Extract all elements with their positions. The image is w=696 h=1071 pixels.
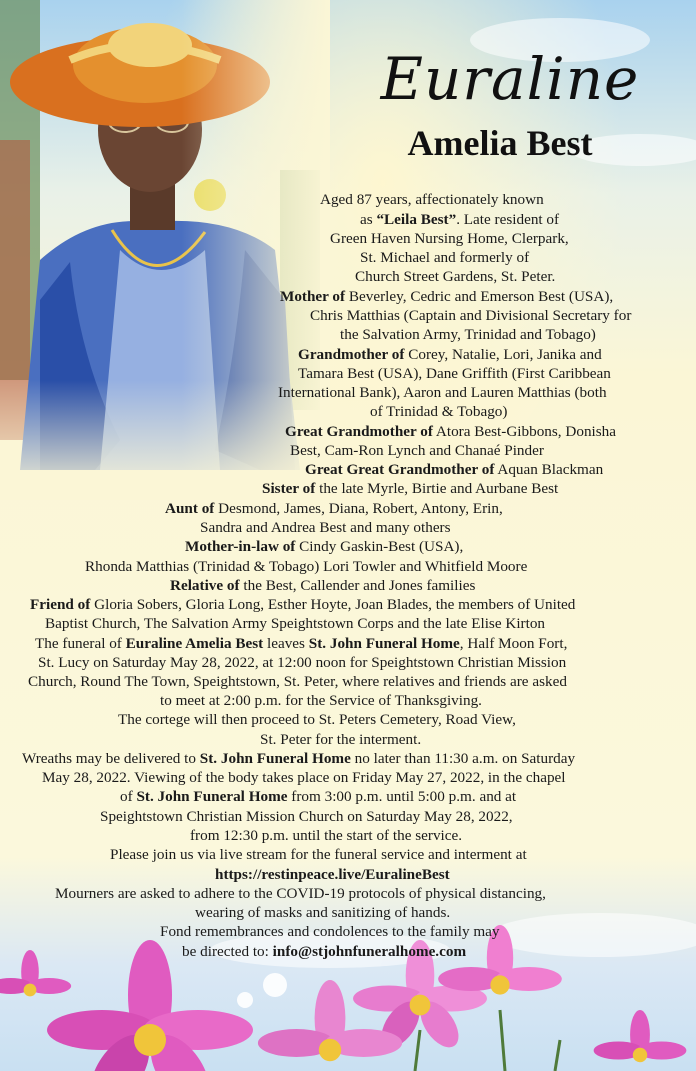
obituary-line xyxy=(170,576,475,595)
obituary-line xyxy=(260,730,421,749)
obituary-line xyxy=(340,325,596,344)
obituary-line xyxy=(100,807,513,826)
text: The cortege will then proceed to St. Peters Cemetery, Road View, xyxy=(118,711,516,728)
obituary-line xyxy=(195,903,450,922)
obituary-line xyxy=(285,422,616,441)
obituary-line xyxy=(118,710,516,729)
deceased-surname: Amelia Best xyxy=(407,123,593,163)
text: Desmond, James, Diana, Robert, Antony, Erin, xyxy=(214,500,503,517)
text: Please join us via live stream for the funeral service and interment at xyxy=(110,846,527,863)
bold-text: Relative of xyxy=(170,577,240,594)
text: to meet at 2:00 p.m. for the Service of Thanksgiving. xyxy=(160,692,482,709)
text: May 28, 2022. Viewing of the body takes place on Friday May 27, 2022, in the chapel xyxy=(42,769,566,786)
obituary-line xyxy=(355,267,555,286)
obituary-line xyxy=(298,364,611,383)
text: Wreaths may be delivered to xyxy=(22,750,200,767)
text: Rhonda Matthias (Trinidad & Tobago) Lori Towler and Whitfield Moore xyxy=(85,558,528,575)
text: from 12:30 p.m. until the start of the service. xyxy=(190,827,463,844)
text: Fond remembrances and condolences to the family may xyxy=(160,923,500,940)
text: wearing of masks and sanitizing of hands. xyxy=(195,904,451,921)
text: , Half Moon Fort, xyxy=(459,635,568,652)
obituary-line xyxy=(55,884,546,903)
obituary-line xyxy=(85,557,527,576)
obituary-line xyxy=(360,210,559,229)
text: Church Street Gardens, St. Peter. xyxy=(355,268,556,285)
text: be directed to: xyxy=(182,943,273,960)
text: Green Haven Nursing Home, Clerpark, xyxy=(330,230,569,247)
text: Aged 87 years, affectionately known xyxy=(320,191,544,208)
obituary-line xyxy=(200,518,451,537)
obituary-line xyxy=(280,287,613,306)
obituary-line xyxy=(110,845,527,864)
obituary-line xyxy=(38,653,566,672)
text: Aquan Blackman xyxy=(494,461,604,478)
obituary-line xyxy=(215,865,450,884)
obituary-line xyxy=(42,768,566,787)
text: Cindy Gaskin-Best (USA), xyxy=(295,538,464,555)
text: of Trinidad & Tobago) xyxy=(370,403,508,420)
obituary-line xyxy=(30,595,575,614)
text: the Salvation Army, Trinidad and Tobago) xyxy=(340,326,596,343)
bold-text: Grandmother of xyxy=(298,346,405,363)
text: as xyxy=(360,211,377,228)
bold-text: info@stjohnfuneralhome.com xyxy=(272,943,467,960)
bold-text: “Leila Best” xyxy=(376,211,457,228)
text: Tamara Best (USA), Dane Griffith (First Caribbean xyxy=(298,365,611,382)
text: The funeral of xyxy=(35,635,126,652)
obituary-line xyxy=(35,634,567,653)
text: leaves xyxy=(263,635,309,652)
text: Speightstown Christian Mission Church on Saturday May 28, 2022, xyxy=(100,808,513,825)
bold-text: https://restinpeace.live/EuralineBest xyxy=(215,866,450,883)
bold-text: Great Great Grandmother of xyxy=(305,461,495,478)
bold-text: Mother-in-law of xyxy=(185,538,296,555)
obituary-line xyxy=(182,942,466,961)
text: St. Michael and formerly of xyxy=(360,249,530,266)
obituary-line xyxy=(262,479,558,498)
text: the Best, Callender and Jones families xyxy=(239,577,476,594)
obituary-line xyxy=(22,749,575,768)
obituary-line xyxy=(190,826,462,845)
text: Best, Cam-Ron Lynch and Chanaé Pinder xyxy=(290,442,544,459)
bold-text: St. John Funeral Home xyxy=(136,788,288,805)
obituary-line xyxy=(28,672,567,691)
obituary-line xyxy=(310,306,631,325)
obituary-line xyxy=(45,614,545,633)
obituary-line xyxy=(370,402,507,421)
text: Beverley, Cedric and Emerson Best (USA), xyxy=(345,288,614,305)
text: International Bank), Aaron and Lauren Matthias (both xyxy=(278,384,607,401)
obituary-line xyxy=(320,190,544,209)
text: Atora Best-Gibbons, Donisha xyxy=(432,423,617,440)
obituary-line xyxy=(298,345,602,364)
bold-text: Aunt of xyxy=(165,500,215,517)
text: St. Lucy on Saturday May 28, 2022, at 12:00 noon for Speightstown Christian Mission xyxy=(38,654,567,671)
text: of xyxy=(120,788,137,805)
text: Sandra and Andrea Best and many others xyxy=(200,519,451,536)
obituary-line xyxy=(120,787,516,806)
text: Corey, Natalie, Lori, Janika and xyxy=(404,346,602,363)
bold-text: Sister of xyxy=(262,480,316,497)
bold-text: Great Grandmother of xyxy=(285,423,433,440)
obituary-line xyxy=(305,460,603,479)
bold-text: Euraline Amelia Best xyxy=(125,635,264,652)
obituary-line xyxy=(290,441,544,460)
obituary-line xyxy=(330,229,569,248)
obituary-line xyxy=(185,537,463,556)
bold-text: St. John Funeral Home xyxy=(308,635,460,652)
portrait-photo xyxy=(0,0,330,500)
text: Gloria Sobers, Gloria Long, Esther Hoyte, Joan Blades, the members of United xyxy=(90,596,576,613)
bold-text: Mother of xyxy=(280,288,346,305)
obituary-line xyxy=(165,499,503,518)
bold-text: St. John Funeral Home xyxy=(199,750,351,767)
text: St. Peter for the interment. xyxy=(260,731,422,748)
bold-text: Friend of xyxy=(30,596,91,613)
obituary-line xyxy=(278,383,607,402)
text: Church, Round The Town, Speightstown, St. Peter, where relatives and friends are asked xyxy=(28,673,567,690)
text: from 3:00 p.m. until 5:00 p.m. and at xyxy=(287,788,517,805)
deceased-first-name: Euraline xyxy=(380,45,640,113)
text: the late Myrle, Birtie and Aurbane Best xyxy=(315,480,559,497)
text: no later than 11:30 a.m. on Saturday xyxy=(350,750,576,767)
text: Baptist Church, The Salvation Army Speightstown Corps and the late Elise Kirton xyxy=(45,615,546,632)
obituary-line xyxy=(160,922,500,941)
text: . Late resident of xyxy=(456,211,560,228)
obituary-line xyxy=(160,691,482,710)
text: Mourners are asked to adhere to the COVID-19 protocols of physical distancing, xyxy=(55,885,546,902)
text: Chris Matthias (Captain and Divisional Secretary for xyxy=(310,307,632,324)
obituary-line xyxy=(360,248,529,267)
